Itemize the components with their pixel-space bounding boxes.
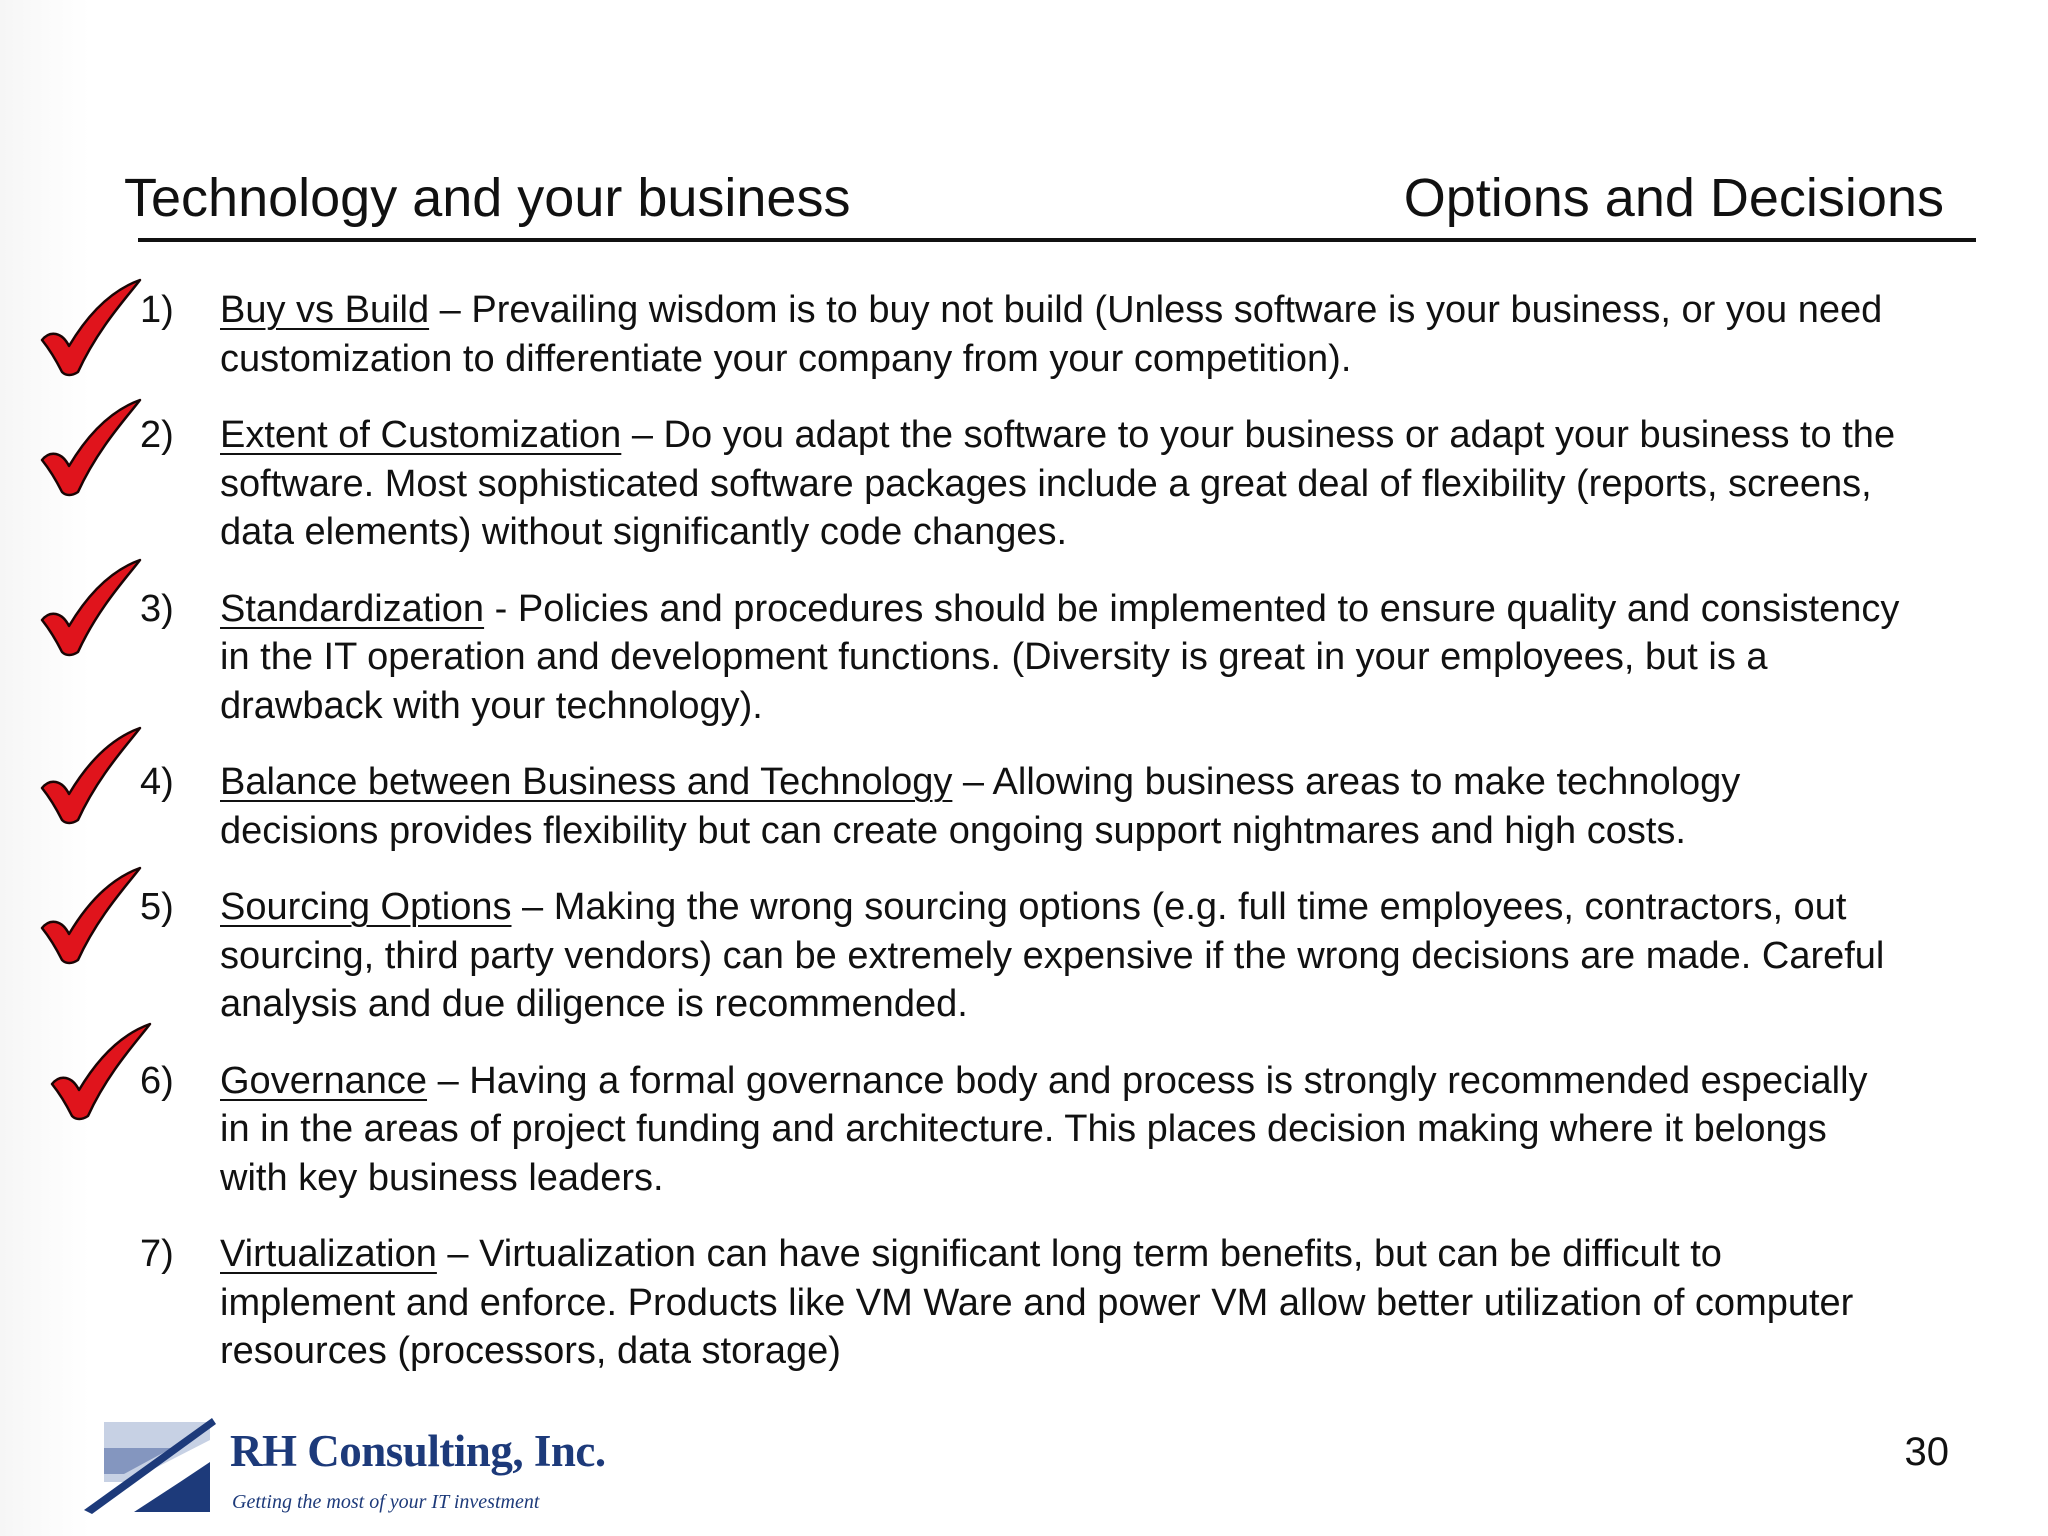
checkmark-icon <box>36 276 146 381</box>
item-heading: Sourcing Options <box>220 886 512 928</box>
item-heading: Extent of Customization <box>220 414 622 456</box>
item-number: 2) <box>140 414 174 456</box>
item-number: 7) <box>140 1233 174 1275</box>
slide-section-title: Options and Decisions <box>1403 168 1944 228</box>
page-number: 30 <box>1904 1430 1949 1474</box>
slide-title: Technology and your business <box>124 168 851 228</box>
item-text: – Virtualization can have significant long term benefits, but can be difficult to implement and enforce. Products like VM Ware and power VM allow better utilization of computer resources (processors, data storage) <box>220 1233 1854 1372</box>
item-text: – Prevailing wisdom is to buy not build (Unless software is your business, or you need customization to differentiate your company from your competition). <box>220 289 1883 380</box>
item-number: 5) <box>140 886 174 928</box>
company-name: RH Consulting, Inc. <box>230 1426 606 1476</box>
list-item <box>140 883 1900 1029</box>
item-heading: Governance <box>220 1059 428 1102</box>
item-text: – Do you adapt the software to your business or adapt your business to the software. Most sophisticated software packages include a great deal of flexibility (reports, screens, data elements) without significantly code changes. <box>220 414 1896 553</box>
list-item <box>140 758 1900 855</box>
item-text: – Making the wrong sourcing options (e.g. full time employees, contractors, out sourcing, third party vendors) can be extremely expensive if the wrong decisions are made. Careful analysis and due diligence is recommended. <box>220 886 1885 1025</box>
item-number: 3) <box>140 587 174 630</box>
title-divider <box>138 238 1976 242</box>
list-item <box>140 1230 1900 1376</box>
checkmark-icon <box>36 396 146 501</box>
item-text: – Having a formal governance body and process is strongly recommended especially in in the areas of project funding and architecture. This places decision making where it belongs with key business leaders. <box>220 1059 1868 1199</box>
list-item <box>140 411 1900 557</box>
list-item <box>140 585 1900 731</box>
item-text: - Policies and procedures should be implemented to ensure quality and consistency in the IT operation and development functions. (Diversity is great in your employees, but is a drawback with your technology). <box>220 587 1900 727</box>
checkmark-icon <box>36 724 146 829</box>
item-number: 6) <box>140 1059 174 1102</box>
item-number: 1) <box>140 289 174 331</box>
item-heading: Standardization <box>220 587 485 630</box>
item-heading: Virtualization <box>220 1233 437 1275</box>
rh-consulting-logo-icon <box>84 1418 216 1518</box>
item-heading: Buy vs Build <box>220 289 430 331</box>
company-logo <box>84 1418 604 1528</box>
item-heading: Balance between Business and Technology <box>220 761 953 803</box>
company-tagline: Getting the most of your IT investment <box>232 1491 540 1513</box>
item-text: – Allowing business areas to make technology decisions provides flexibility but can create ongoing support nightmares and high costs. <box>220 761 1741 852</box>
checkmark-icon <box>36 556 146 661</box>
list-item <box>140 286 1900 383</box>
checkmark-icon <box>36 864 146 969</box>
item-number: 4) <box>140 761 174 803</box>
decision-list <box>140 286 1900 1404</box>
list-item <box>140 1057 1900 1203</box>
